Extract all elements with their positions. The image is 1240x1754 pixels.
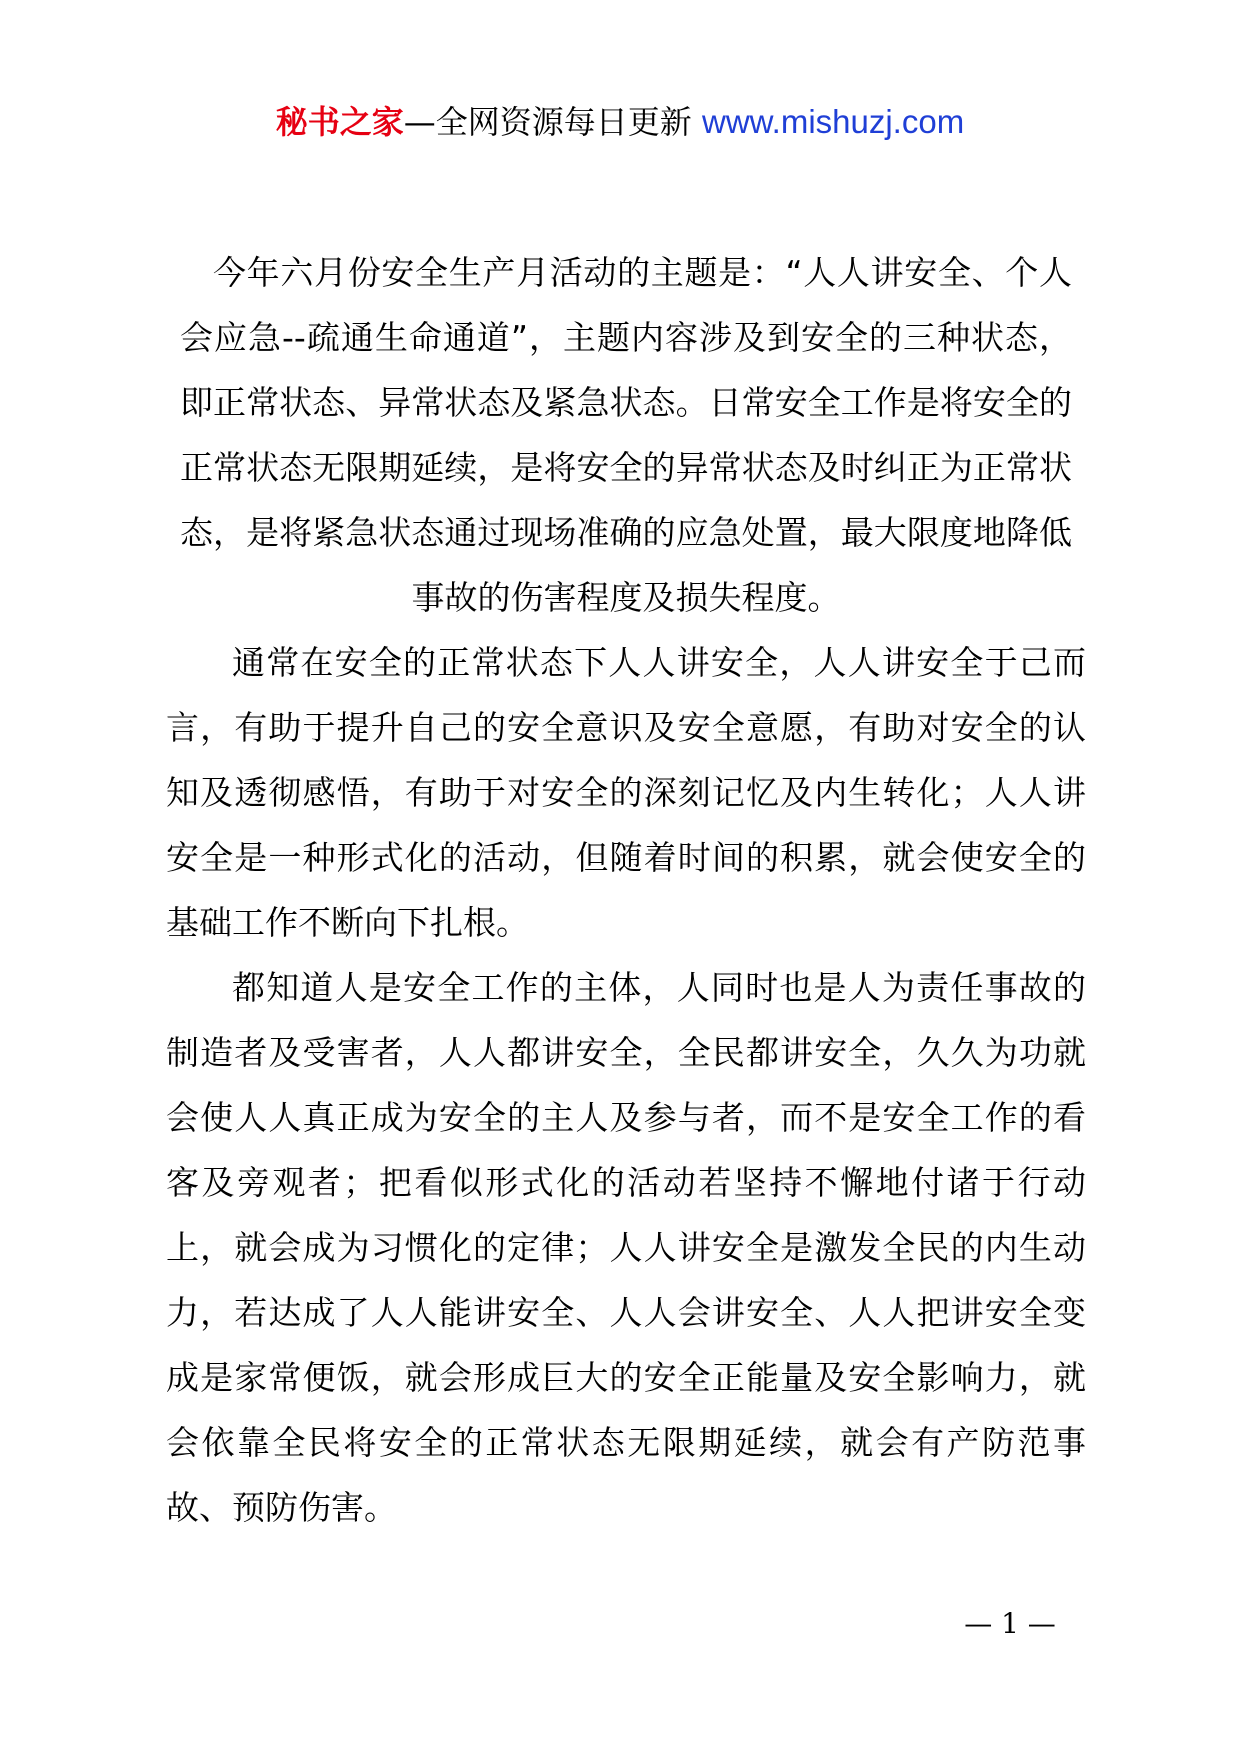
- paragraph-2: 通常在安全的正常状态下人人讲安全，人人讲安全于己而言，有助于提升自己的安全意识及安全意愿，有助对安全的认知及透彻感悟，有助于对安全的深刻记忆及内生转化；人人讲安全是一种形式化的活动，但随着时间的积累，就会使安全的基础工作不断向下扎根。: [166, 643, 1086, 942]
- header-tagline: —全网资源每日更新: [403, 103, 692, 141]
- page-header: [0, 98, 1240, 146]
- brand-name: 秘书之家: [275, 103, 404, 141]
- paragraph-intro: 今年六月份安全生产月活动的主题是：“人人讲安全、个人会应急--疏通生命通道”，主题内容涉及到安全的三种状态，即正常状态、异常状态及紧急状态。日常安全工作是将安全的正常状态无限期延续，是将安全的异常状态及时纠正为正常状态，是将紧急状态通过现场准确的应急处置，最大限度地降低事故的伤害程度及损失程度。: [180, 253, 1072, 617]
- page-number: — 1 —: [964, 1607, 1056, 1640]
- paragraph-3: 都知道人是安全工作的主体，人同时也是人为责任事故的制造者及受害者，人人都讲安全，全民都讲安全，久久为功就会使人人真正成为安全的主人及参与者，而不是安全工作的看客及旁观者；把看似形式化的活动若坚持不懈地付诸于行动上，就会成为习惯化的定律；人人讲安全是激发全民的内生动力，若达成了人人能讲安全、人人会讲安全、人人把讲安全变成是家常便饭，就会形成巨大的安全正能量及安全影响力，就会依靠全民将安全的正常状态无限期延续，就会有产防范事故、预防伤害。: [166, 968, 1086, 1527]
- document-body: [166, 240, 1086, 1540]
- website-link[interactable]: www.mishuzj.com: [701, 103, 965, 140]
